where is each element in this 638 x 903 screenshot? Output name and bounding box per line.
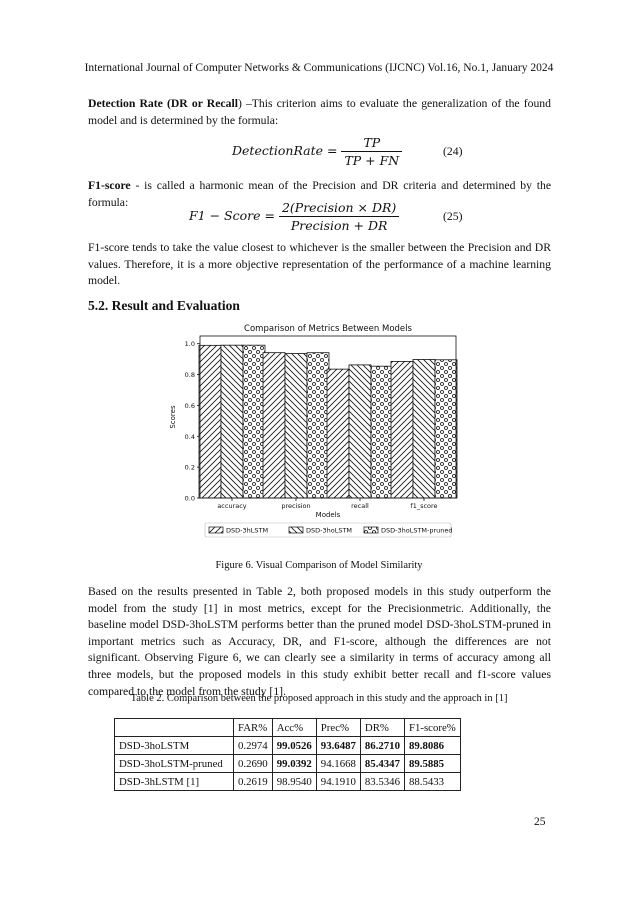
f1-score-description: - is called a harmonic mean of the Precision and DR criteria and determined by the formula: (88, 179, 552, 209)
table-header-row (115, 719, 461, 737)
f1-score-term: F1-score (88, 179, 131, 192)
bar-f1_score-DSD-3hLSTM (391, 361, 413, 498)
recall-term: Recall (206, 97, 238, 110)
bar-recall-DSD-3hLSTM (327, 369, 349, 498)
figure-caption: Figure 6. Visual Comparison of Model Similarity (215, 560, 423, 571)
bar-precision-DSD-3hoLSTM-pruned (307, 353, 329, 498)
equation-25-numerator: 2(Precision × DR) (279, 200, 399, 217)
journal-header: International Journal of Computer Networks & Communications (IJCNC) Vol.16, No.1, January 2024 (84, 62, 554, 74)
legend-label: DSD-3hLSTM (226, 526, 269, 535)
chart-legend (205, 523, 453, 537)
model-name-cell: DSD-3hoLSTM (115, 737, 234, 755)
detection-rate-term: Detection Rate ( (88, 97, 171, 110)
y-tick-label: 0.8 (184, 371, 195, 380)
y-tick-label: 0.2 (184, 463, 195, 472)
bar-recall-DSD-3hoLSTM-pruned (371, 366, 393, 498)
table-cell: 86.2710 (360, 737, 404, 755)
model-name-cell: DSD-3hLSTM [1] (115, 773, 234, 791)
legend-label: DSD-3hoLSTM (306, 526, 353, 535)
table-cell: 89.5885 (404, 755, 460, 773)
metrics-comparison-chart (160, 318, 480, 543)
y-axis-label: Scores (169, 405, 177, 429)
table-cell: 0.2619 (234, 773, 273, 791)
table-cell: 99.0392 (272, 755, 316, 773)
bar-recall-DSD-3hoLSTM (349, 365, 371, 498)
dr-abbrev: DR (170, 97, 188, 110)
legend-swatch (209, 527, 223, 533)
x-tick-label: f1_score (410, 502, 438, 510)
equation-24-fraction (341, 135, 402, 168)
comparison-table (114, 718, 461, 791)
bar-precision-DSD-3hoLSTM (285, 354, 307, 498)
equation-25-number: (25) (443, 210, 463, 223)
bar-accuracy-DSD-3hoLSTM-pruned (243, 345, 265, 498)
y-tick-label: 0.0 (184, 494, 195, 503)
header-cell: FAR% (234, 719, 273, 737)
table-cell: 94.1668 (316, 755, 360, 773)
equation-24-denominator: TP + FN (344, 153, 400, 168)
section-title: 5.2. Result and Evaluation (88, 298, 240, 313)
y-tick-label: 0.6 (184, 401, 195, 410)
bar-accuracy-DSD-3hoLSTM (221, 345, 243, 498)
equation-25-fraction (279, 200, 399, 233)
bar-accuracy-DSD-3hLSTM (199, 345, 221, 498)
equation-25-denominator: Precision + DR (290, 218, 388, 233)
table-cell: 83.5346 (360, 773, 404, 791)
header-cell: Prec% (316, 719, 360, 737)
table-cell: 94.1910 (316, 773, 360, 791)
table-cell: 0.2690 (234, 755, 273, 773)
table-row (115, 755, 461, 773)
header-cell: Acc% (272, 719, 316, 737)
table-cell: 0.2974 (234, 737, 273, 755)
x-tick-label: accuracy (217, 502, 247, 510)
page-number: 25 (534, 816, 546, 828)
header-cell (115, 719, 234, 737)
detection-rate-paragraph (88, 96, 551, 129)
table-cell: 99.0526 (272, 737, 316, 755)
equation-25-lhs: F1 − Score = (189, 208, 275, 223)
equation-25 (189, 200, 399, 233)
equation-24 (232, 135, 402, 168)
y-tick-label: 1.0 (184, 340, 195, 349)
legend-swatch (364, 527, 378, 533)
equation-24-numerator: TP (341, 135, 402, 152)
model-name-cell: DSD-3hoLSTM-pruned (115, 755, 234, 773)
detection-rate-description: ) –This criterion aims to evaluate the generalization of the found model and is determined by the formula: (88, 97, 551, 127)
header-cell: F1-score% (404, 719, 460, 737)
bar-f1_score-DSD-3hoLSTM-pruned (435, 360, 457, 498)
legend-swatch (289, 527, 303, 533)
table-row (115, 773, 461, 791)
table-caption: Table 2. Comparison between the proposed approach in this study and the approach in [1] (130, 693, 508, 704)
table-cell: 98.9540 (272, 773, 316, 791)
bar-f1_score-DSD-3hoLSTM (413, 359, 435, 498)
table-row (115, 737, 461, 755)
or-word: or (187, 97, 207, 110)
y-tick-label: 0.4 (184, 432, 195, 441)
bar-precision-DSD-3hLSTM (263, 353, 285, 498)
x-axis-label: Models (315, 511, 341, 519)
equation-24-number: (24) (443, 145, 463, 158)
x-tick-label: precision (281, 502, 311, 510)
equation-24-lhs: DetectionRate = (232, 143, 338, 158)
x-tick-label: recall (351, 502, 369, 510)
results-paragraph: Based on the results presented in Table 2, both proposed models in this study outperform the model from the study [1] in most metrics, except for the Precisionmetric. Additionally, the baseline model DSD-3hoLSTM performs better than the pruned model DSD-3hoLSTM-pruned in important metrics such as Accuracy, DR, and F1-score, although the differences are not significant. Observing Figure 6, we can clearly see a similarity in terms of accuracy among all three models, but the proposed models in this study exhibit better recall and f1-score values compared to the model from the study [1]. (88, 585, 551, 698)
table-cell: 93.6487 (316, 737, 360, 755)
chart-title: Comparison of Metrics Between Models (244, 324, 412, 334)
table-cell: 89.8086 (404, 737, 460, 755)
table-cell: 85.4347 (360, 755, 404, 773)
table-cell: 88.5433 (404, 773, 460, 791)
legend-label: DSD-3hoLSTM-pruned (381, 526, 453, 535)
header-cell: DR% (360, 719, 404, 737)
f1-score-explanation: F1-score tends to take the value closest to whichever is the smaller between the Precision and DR values. Therefore, it is a more objective representation of the performance of a machine learning model. (88, 241, 551, 288)
